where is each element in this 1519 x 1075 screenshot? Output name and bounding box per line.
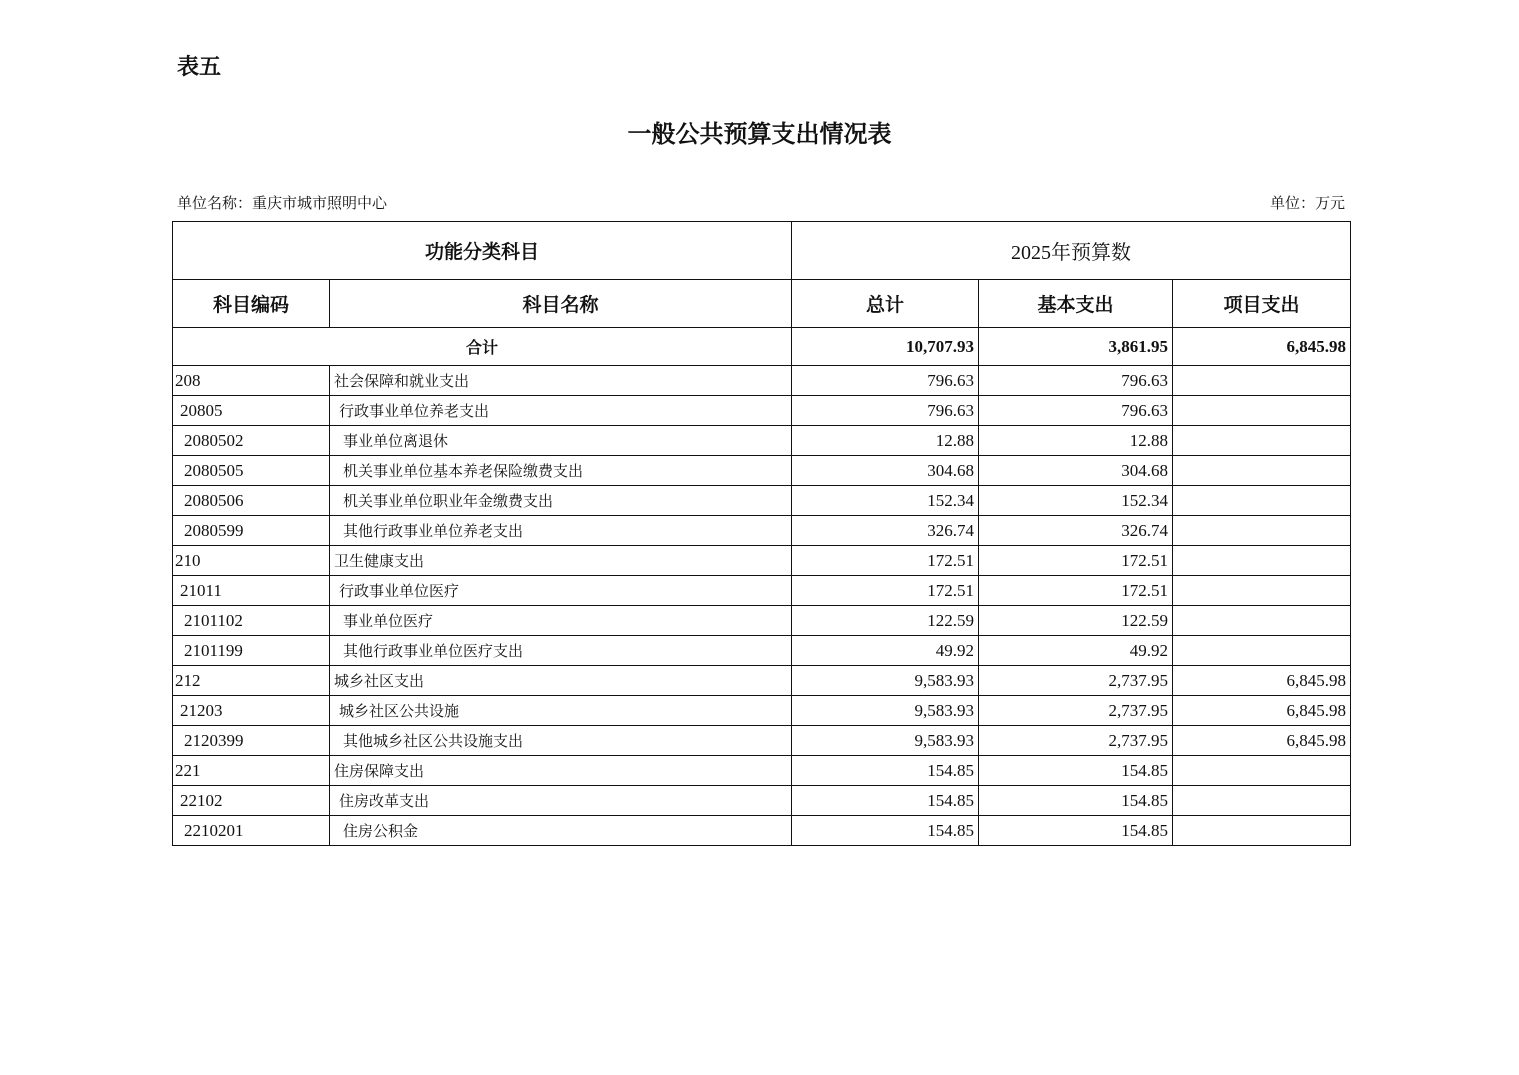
row-total-cell: 9,583.93 (792, 666, 979, 696)
header-code: 科目编码 (173, 280, 330, 328)
summary-row (173, 328, 1351, 366)
row-basic-cell: 304.68 (979, 456, 1173, 486)
summary-total: 10,707.93 (792, 328, 979, 366)
table-row (173, 426, 1351, 456)
currency-unit: 单位：万元 (1269, 194, 1345, 212)
row-basic-cell: 122.59 (979, 606, 1173, 636)
row-basic-cell: 154.85 (979, 816, 1173, 846)
header-project: 项目支出 (1173, 280, 1351, 328)
row-name-cell: 行政事业单位养老支出 (330, 396, 792, 426)
row-basic-cell: 2,737.95 (979, 726, 1173, 756)
summary-project: 6,845.98 (1173, 328, 1351, 366)
row-basic-cell: 154.85 (979, 786, 1173, 816)
row-project-cell (1173, 756, 1351, 786)
row-project-cell: 6,845.98 (1173, 696, 1351, 726)
row-total-cell: 172.51 (792, 576, 979, 606)
row-project-cell (1173, 516, 1351, 546)
row-project-cell (1173, 786, 1351, 816)
table-number-label: 表五 (177, 55, 222, 80)
row-project-cell (1173, 546, 1351, 576)
row-basic-cell: 154.85 (979, 756, 1173, 786)
row-name-cell: 卫生健康支出 (330, 546, 792, 576)
row-code-cell: 21203 (173, 696, 330, 726)
row-project-cell (1173, 606, 1351, 636)
header-total: 总计 (792, 280, 979, 328)
table-row (173, 576, 1351, 606)
row-basic-cell: 172.51 (979, 576, 1173, 606)
row-code-cell: 2080502 (173, 426, 330, 456)
table-row (173, 486, 1351, 516)
header-row-columns (173, 280, 1351, 328)
row-project-cell: 6,845.98 (1173, 666, 1351, 696)
row-project-cell (1173, 486, 1351, 516)
row-total-cell: 49.92 (792, 636, 979, 666)
table-row (173, 756, 1351, 786)
table-row (173, 516, 1351, 546)
row-basic-cell: 49.92 (979, 636, 1173, 666)
row-total-cell: 172.51 (792, 546, 979, 576)
row-name-cell: 机关事业单位职业年金缴费支出 (330, 486, 792, 516)
row-total-cell: 154.85 (792, 786, 979, 816)
row-total-cell: 12.88 (792, 426, 979, 456)
row-basic-cell: 796.63 (979, 396, 1173, 426)
table-row (173, 636, 1351, 666)
table-body (173, 328, 1351, 846)
row-project-cell (1173, 396, 1351, 426)
header-budget-year: 2025年预算数 (792, 222, 1351, 280)
row-name-cell: 其他行政事业单位医疗支出 (330, 636, 792, 666)
table-row (173, 366, 1351, 396)
row-total-cell: 304.68 (792, 456, 979, 486)
row-project-cell (1173, 576, 1351, 606)
row-code-cell: 2080599 (173, 516, 330, 546)
row-name-cell: 住房保障支出 (330, 756, 792, 786)
row-total-cell: 326.74 (792, 516, 979, 546)
table-row (173, 456, 1351, 486)
table-row (173, 696, 1351, 726)
header-basic: 基本支出 (979, 280, 1173, 328)
row-name-cell: 城乡社区公共设施 (330, 696, 792, 726)
row-project-cell (1173, 366, 1351, 396)
row-name-cell: 事业单位离退休 (330, 426, 792, 456)
row-basic-cell: 326.74 (979, 516, 1173, 546)
row-name-cell: 其他行政事业单位养老支出 (330, 516, 792, 546)
row-total-cell: 9,583.93 (792, 726, 979, 756)
row-project-cell (1173, 426, 1351, 456)
row-code-cell: 2080505 (173, 456, 330, 486)
header-name: 科目名称 (330, 280, 792, 328)
row-name-cell: 住房公积金 (330, 816, 792, 846)
row-total-cell: 154.85 (792, 756, 979, 786)
row-code-cell: 2101199 (173, 636, 330, 666)
row-total-cell: 122.59 (792, 606, 979, 636)
unit-name: 单位名称：重庆市城市照明中心 (177, 194, 388, 212)
row-basic-cell: 2,737.95 (979, 666, 1173, 696)
row-project-cell: 6,845.98 (1173, 726, 1351, 756)
row-total-cell: 154.85 (792, 816, 979, 846)
row-total-cell: 152.34 (792, 486, 979, 516)
header-function-class: 功能分类科目 (173, 222, 792, 280)
row-code-cell: 20805 (173, 396, 330, 426)
budget-table (172, 221, 1351, 846)
row-total-cell: 796.63 (792, 366, 979, 396)
row-code-cell: 210 (173, 546, 330, 576)
row-basic-cell: 152.34 (979, 486, 1173, 516)
row-project-cell (1173, 636, 1351, 666)
row-code-cell: 2080506 (173, 486, 330, 516)
row-name-cell: 事业单位医疗 (330, 606, 792, 636)
row-code-cell: 21011 (173, 576, 330, 606)
row-project-cell (1173, 456, 1351, 486)
header-row-top (173, 222, 1351, 280)
row-code-cell: 2101102 (173, 606, 330, 636)
row-basic-cell: 12.88 (979, 426, 1173, 456)
row-code-cell: 221 (173, 756, 330, 786)
table-row (173, 726, 1351, 756)
row-total-cell: 9,583.93 (792, 696, 979, 726)
row-code-cell: 2120399 (173, 726, 330, 756)
table-row (173, 816, 1351, 846)
row-name-cell: 机关事业单位基本养老保险缴费支出 (330, 456, 792, 486)
summary-label: 合计 (173, 328, 792, 366)
table-row (173, 546, 1351, 576)
row-code-cell: 212 (173, 666, 330, 696)
table-row (173, 666, 1351, 696)
row-project-cell (1173, 816, 1351, 846)
row-total-cell: 796.63 (792, 396, 979, 426)
table-row (173, 786, 1351, 816)
row-basic-cell: 172.51 (979, 546, 1173, 576)
summary-basic: 3,861.95 (979, 328, 1173, 366)
row-name-cell: 其他城乡社区公共设施支出 (330, 726, 792, 756)
row-basic-cell: 796.63 (979, 366, 1173, 396)
table-row (173, 396, 1351, 426)
row-name-cell: 行政事业单位医疗 (330, 576, 792, 606)
table-row (173, 606, 1351, 636)
row-name-cell: 城乡社区支出 (330, 666, 792, 696)
row-code-cell: 22102 (173, 786, 330, 816)
row-name-cell: 社会保障和就业支出 (330, 366, 792, 396)
row-name-cell: 住房改革支出 (330, 786, 792, 816)
row-code-cell: 2210201 (173, 816, 330, 846)
row-basic-cell: 2,737.95 (979, 696, 1173, 726)
row-code-cell: 208 (173, 366, 330, 396)
document-title: 一般公共预算支出情况表 (627, 119, 892, 148)
